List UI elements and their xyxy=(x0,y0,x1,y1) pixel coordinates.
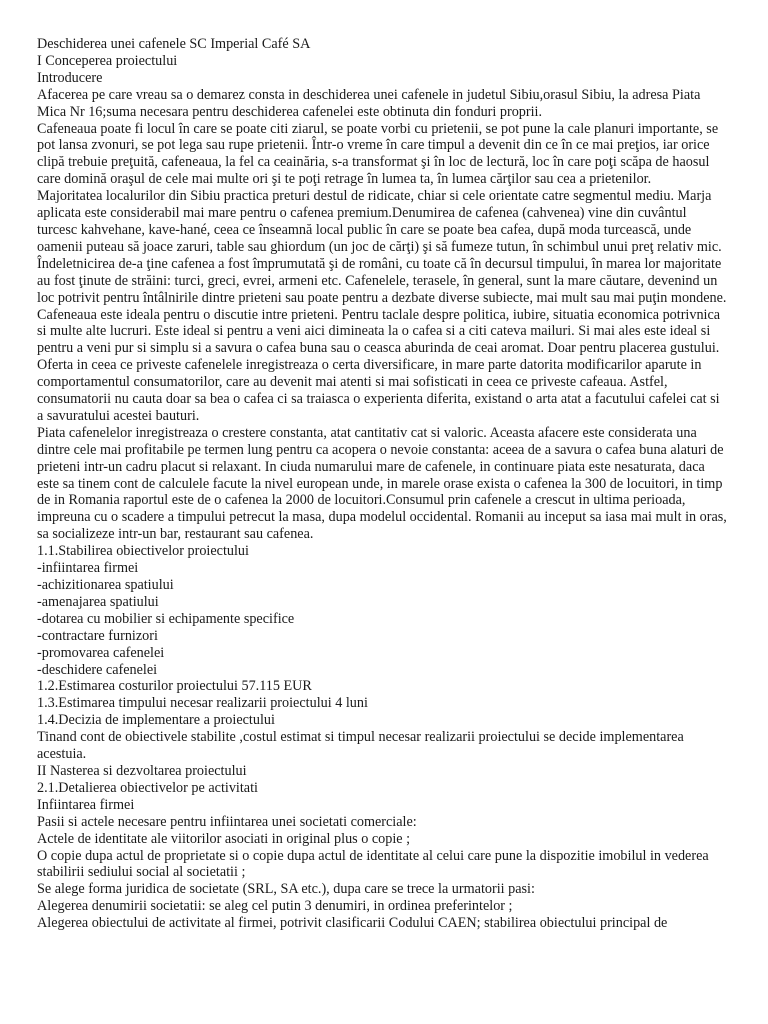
list-item: -amenajarea spatiului xyxy=(37,593,159,610)
list-item: -deschidere cafenelei xyxy=(37,661,158,678)
paragraph: Piata cafenelelor inregistreaza o crestere constanta, atat cantitativ cat si valoric. Aceasta afacere este considerata una dintre cele mai profitabile pe termen lung pentru ca acopera o nevoie constanta: aceea de a savura o cafea buna alaturi de prieteni intr-un cadru placut si relaxant. In ciuda numarului mare de cafenele, in continuare piata este nesaturata, daca este sa tinem cont de calculele facute la nivel european unde, in marele orase exista o cafenea la 300 de locuitori, in timp de in Romania raportul este de o cafenea la 2000 de locuitori.Consumul prin cafenele a crescut in ultima perioada, impreuna cu o scadere a timpului petrecut la masa, dupa modelul occidental. Romanii au inceput sa iasa mai mult in oras, sa socializeze intr-un bar, restaurant sau cafenea. xyxy=(37,424,727,543)
paragraph: Majoritatea localurilor din Sibiu practica preturi destul de ridicate, chiar si cele orientate catre segmentul mediu. Marja aplicata este considerabil mai mare pentru o cafenea premium.Denumirea de cafenea (cahvenea) vine din cuvântul turcesc kahvehane, kave-hané, ceea ce înseamnă local public în care se poate bea cafea, după moda turcească, unde oamenii puteau să joace zaruri, table sau ghiordum (un joc de cărţi) şi să fumeze tutun, în schimbul unui preţ relativ mic. Îndeletnicirea de-a ţine cafenea a fost împrumutată şi de români, cu toate că în decursul timpului, în marea lor majoritate au fost ţinute de străini: turci, greci, evrei, armeni etc. Cafenelele, terasele, în general, sunt la mare căutare, devenind un loc potrivit pentru întâlnirile dintre prieteni sau poate pentru a dezbate diverse subiecte, mai mult sau mai puţin mondene. xyxy=(37,188,727,306)
subsection-heading: 1.2.Estimarea costurilor proiectului 57.115 EUR xyxy=(37,678,312,695)
list-item: -dotarea cu mobilier si echipamente specifice xyxy=(37,610,295,627)
paragraph: Afacerea pe care vreau sa o demarez consta in deschiderea unei cafenele in judetul Sibiu,orasul Sibiu, la adresa Piata Mica Nr 16;suma necesara pentru deschiderea cafenelei este obtinuta din fonduri proprii. xyxy=(37,86,701,120)
paragraph: O copie dupa actul de proprietate si o copie dupa actul de identitate al celui care pune la dispozitie imobilul in vederea stabilirii sediului social al societatii ; xyxy=(37,847,709,881)
subsection-heading: 2.1.Detalierea obiectivelor pe activitati xyxy=(37,779,258,796)
document-page xyxy=(37,36,727,932)
paragraph: Actele de identitate ale viitorilor asociati in original plus o copie ; xyxy=(37,830,411,847)
paragraph: Cafeneaua este ideala pentru o discutie intre prieteni. Pentru taclale despre politica, iubire, situatia economica potrivnica si multe alte lucruri. Este ideal si pentru a veni aici dimineata la o cafea si a citi cateva mailuri. Si mai ales este ideal si pentru a veni pur si simplu si a savura o cafea buna sau o ceasca aburinda de ceai aromat. Doar pentru placerea gustului. xyxy=(37,306,721,357)
paragraph: Tinand cont de obiectivele stabilite ,costul estimat si timpul necesar realizarii proiectului se decide implementarea acestuia. xyxy=(37,729,684,763)
section-heading: II Nasterea si dezvoltarea proiectului xyxy=(37,762,247,779)
paragraph: Cafeneaua poate fi locul în care se poate citi ziarul, se poate vorbi cu prietenii, se pot pune la cale planuri importante, se pot lansa zvonuri, se pot lega sau rupe prietenii. Într-o vreme în care timpul a devenit din ce în ce mai preţios, iar orice clipă trebuie preţuită, cafeneaua, la fel ca ceainăria, s-a transformat şi în loc de lectură, loc în care poţi scăpa de haosul care domină oraşul de cele mai multe ori şi te poţi retrage în lumea ta, în lumea cărţilor sau cea a prietenilor. xyxy=(37,120,719,188)
subsection-heading: Introducere xyxy=(37,69,103,86)
list-item: -contractare furnizori xyxy=(37,627,158,644)
subsection-heading: 1.4.Decizia de implementare a proiectului xyxy=(37,712,275,729)
paragraph: Pasii si actele necesare pentru infiintarea unei societati comerciale: xyxy=(37,813,417,830)
document-title: Deschiderea unei cafenele SC Imperial Café SA xyxy=(37,36,311,52)
subsection-heading: Infiintarea firmei xyxy=(37,796,135,813)
list-item: -promovarea cafenelei xyxy=(37,644,165,661)
list-item: -infiintarea firmei xyxy=(37,560,139,577)
paragraph: Se alege forma juridica de societate (SRL, SA etc.), dupa care se trece la urmatorii pasi: xyxy=(37,881,535,898)
section-heading: I Conceperea proiectului xyxy=(37,52,178,69)
paragraph: Alegerea denumirii societatii: se aleg cel putin 3 denumiri, in ordinea preferintelor ; xyxy=(37,898,513,915)
subsection-heading: 1.1.Stabilirea obiectivelor proiectului xyxy=(37,543,249,560)
paragraph: Oferta in ceea ce priveste cafenelele inregistreaza o certa diversificare, in mare parte datorita modificarilor aparute in comportamentul consumatorilor, care au devenit mai atenti si mai sofisticati in ceea ce priveste cafeaua. Astfel, consumatorii nu cauta doar sa bea o cafea ci sa traiasca o experienta diferita, existand o arta atat a facutului cafelei cat si a savuratului acestei bauturi. xyxy=(37,357,720,424)
paragraph: Alegerea obiectului de activitate al firmei, potrivit clasificarii Codului CAEN; stabilirea obiectului principal de xyxy=(37,915,668,932)
list-item: -achizitionarea spatiului xyxy=(37,577,174,593)
subsection-heading: 1.3.Estimarea timpului necesar realizarii proiectului 4 luni xyxy=(37,695,368,712)
